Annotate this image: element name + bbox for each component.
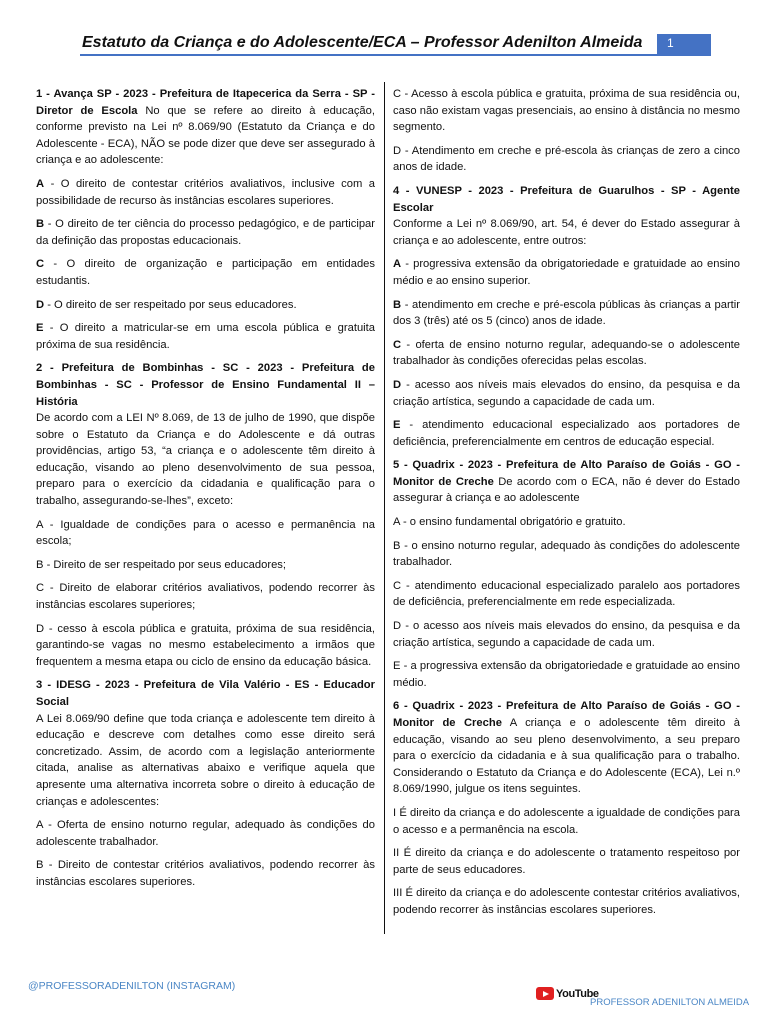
column-divider: [384, 82, 385, 934]
question-3-stem: A Lei 8.069/90 define que toda criança e adolescente tem direito à educação e descreve com detalhes como esse direito será concretizado. Assim, de acordo com a legislação anteriormente citada, analise as alternativas abaixo e verifique aquela que apresente uma alternativa incorreta sobre o direito à educação de crianças e adolescentes:: [36, 712, 375, 808]
question-4-option-e: E - atendimento educacional especializado aos portadores de deficiência, preferencialmente em centros de educação especial.: [393, 419, 740, 448]
question-1-option-d: D - O direito de ser respeitado por seus educadores.: [36, 298, 297, 311]
question-2-source: 2 - Prefeitura de Bombinhas - SC - 2023 - Prefeitura de Bombinhas - SC - Professor de Ensino Fundamental II – História: [36, 362, 375, 408]
question-5-stem: De acordo com o ECA, não é dever do Estado assegurar à criança e ao adolescente: [393, 475, 740, 505]
question-4-option-d: D - acesso aos níveis mais elevados do ensino, da pesquisa e da criação artística, segundo a capacidade de cada um.: [393, 378, 740, 408]
question-1-option-e: E - O direito a matricular-se em uma escola pública e gratuita próxima de sua residência.: [36, 322, 375, 351]
question-1: [36, 86, 375, 169]
question-3-option-b: B - Direito de contestar critérios avaliativos, podendo recorrer às instâncias escolares superiores.: [36, 859, 375, 888]
page-header: [0, 30, 768, 58]
question-4-option-a: A - progressiva extensão da obrigatoriedade e gratuidade ao ensino médio e ao ensino superior.: [393, 258, 740, 287]
header-rule: [80, 54, 657, 56]
question-2-option-d: D - cesso à escola pública e gratuita, próxima de sua residência, garantindo-se vagas no mesmo estabelecimento a irmãos que frequentem a mesma etapa ou ciclo de ensino da educação básica.: [36, 622, 375, 668]
question-4-source: 4 - VUNESP - 2023 - Prefeitura de Guarulhos - SP - Agente Escolar: [393, 184, 740, 214]
question-6-item-1: I É direito da criança e do adolescente a igualdade de condições para o acesso e a permanência na escola.: [393, 806, 740, 836]
question-1-option-a: A - O direito de contestar critérios avaliativos, inclusive com a possibilidade de recurso às instâncias escolares superiores.: [36, 177, 375, 207]
instagram-handle: @PROFESSORADENILTON (INSTAGRAM): [28, 980, 236, 992]
question-5: [393, 457, 740, 507]
youtube-wordmark: YouTube: [556, 987, 599, 1000]
question-5-option-c: C - atendimento educacional especializado paralelo aos portadores de deficiência, preferencialmente em rede especializada.: [393, 579, 740, 609]
question-3-option-a: A - Oferta de ensino noturno regular, adequado às condições do adolescente trabalhador.: [36, 819, 375, 848]
question-2-option-c: C - Direito de elaborar critérios avaliativos, podendo recorrer às instâncias escolares superiores;: [36, 582, 375, 612]
question-6-item-3: III É direito da criança e do adolescente contestar critérios avaliativos, podendo recorrer às instâncias escolares superiores.: [393, 887, 740, 916]
question-2-option-a: A - Igualdade de condições para o acesso e permanência na escola;: [36, 518, 375, 548]
question-1-source: 1 - Avança SP - 2023 - Prefeitura de Itapecerica da Serra - SP - Diretor de Escola: [36, 88, 375, 117]
question-3-source: 3 - IDESG - 2023 - Prefeitura de Vila Valério - ES - Educador Social: [36, 679, 375, 708]
question-3-option-c: C - Acesso à escola pública e gratuita, próxima de sua residência ou, caso não existam vagas presenciais, ao ensino à distância no mesmo segmento.: [393, 88, 740, 134]
youtube-play-icon: [536, 987, 554, 1000]
right-column: [393, 86, 740, 926]
question-2: [36, 360, 375, 509]
question-5-option-e: E - a progressiva extensão da obrigatoriedade e gratuidade ao ensino médio.: [393, 660, 740, 689]
page-number-badge: 1: [657, 34, 711, 56]
question-1-stem: No que se refere ao direito à educação, conforme previsto na Lei nº 8.069/90 (Estatuto da Criança e do Adolescente - ECA), NÃO se pode dizer que deve ser assegurado à criança e ao adolescente:: [36, 104, 375, 167]
question-5-option-a: A - o ensino fundamental obrigatório e gratuito.: [393, 516, 626, 529]
question-6-stem: A criança e o adolescente têm direito à educação, visando ao seu pleno desenvolvimento, a seu preparo para o exercício da cidadania e à sua qualificação para o trabalho. Considerando o Estatuto da Criança e do Adolescente (ECA), Lei n.º 8.069/1990, julgue os itens seguintes.: [393, 717, 740, 796]
question-5-source: 5 - Quadrix - 2023 - Prefeitura de Alto Paraíso de Goiás - GO - Monitor de Creche: [393, 459, 740, 488]
question-4-option-b: B - atendimento em creche e pré-escola públicas às crianças a partir dos 3 (três) até os 5 (cinco) anos de idade.: [393, 298, 740, 328]
question-3-option-d: D - Atendimento em creche e pré-escola às crianças de zero a cinco anos de idade.: [393, 144, 740, 174]
question-6: [393, 698, 740, 798]
question-1-option-c: C - O direito de organização e participação em entidades estudantis.: [36, 258, 375, 287]
question-2-option-b: B - Direito de ser respeitado por seus educadores;: [36, 558, 286, 571]
question-6-source: 6 - Quadrix - 2023 - Prefeitura de Alto Paraíso de Goiás - GO - Monitor de Creche: [393, 700, 740, 729]
question-6-item-2: II É direito da criança e do adolescente o tratamento respeitoso por parte de seus educadores.: [393, 847, 740, 876]
youtube-channel-name: PROFESSOR ADENILTON ALMEIDA: [590, 997, 750, 1008]
question-4-option-c: C - oferta de ensino noturno regular, adequando-se o adolescente trabalhador às condições oferecidas pelas escolas.: [393, 338, 740, 368]
question-5-option-b: B - o ensino noturno regular, adequado às condições do adolescente trabalhador.: [393, 539, 740, 569]
question-4-stem: Conforme a Lei nº 8.069/90, art. 54, é dever do Estado assegurar à criança e ao adolescente, entre outros:: [393, 218, 740, 247]
left-column: [36, 86, 375, 898]
question-5-option-d: D - o acesso aos níveis mais elevados do ensino, da pesquisa e da criação artística, segundo a capacidade de cada um.: [393, 620, 740, 649]
question-3: [36, 677, 375, 810]
question-1-option-b: B - O direito de ter ciência do processo pedagógico, e de participar da definição das propostas educacionais.: [36, 218, 375, 247]
question-2-stem: De acordo com a LEI Nº 8.069, de 13 de julho de 1990, que dispõe sobre o Estatuto da Criança e do Adolescente e dá outras providências, artigo 53, “a criança e o adolescente têm direito à educação, visando ao pleno desenvolvimento de sua pessoa, preparo para o exercício da cidadania e qualificação para o trabalho, assegurando-se-lhes”, exceto:: [36, 412, 375, 508]
document-title: Estatuto da Criança e do Adolescente/ECA – Professor Adenilton Almeida: [82, 34, 643, 51]
question-4: [393, 183, 740, 249]
